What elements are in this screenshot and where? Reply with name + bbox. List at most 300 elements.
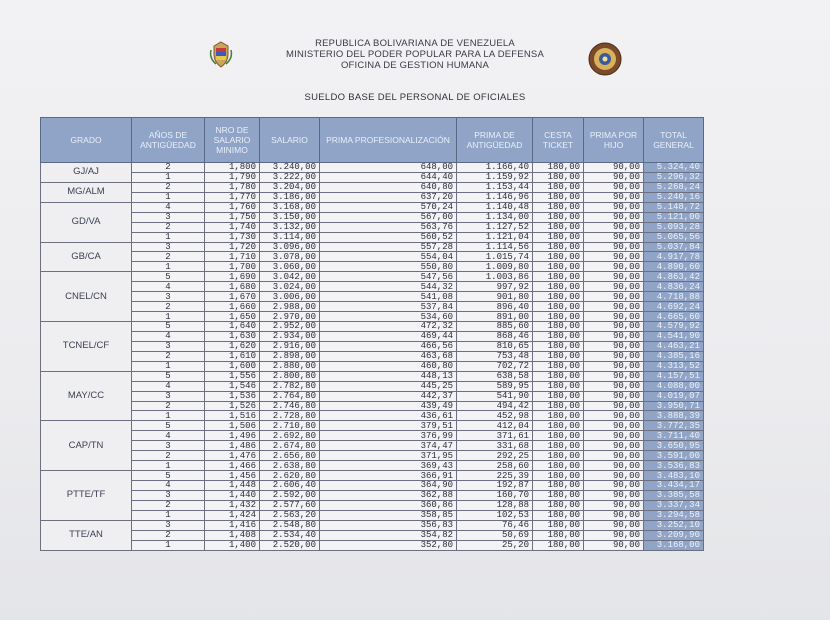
grado-cell: MAY/CC <box>41 371 132 421</box>
salario-cell: 2.782,80 <box>260 381 320 391</box>
table-row <box>41 461 704 471</box>
cesta-ticket-cell: 180,00 <box>533 381 584 391</box>
total-cell: 4.718,88 <box>644 292 704 302</box>
prima-prof-cell: 567,00 <box>320 212 457 222</box>
prima-prof-cell: 364,90 <box>320 481 457 491</box>
prima-antig-cell: 1.003,86 <box>457 272 533 282</box>
total-cell: 4.019,07 <box>644 391 704 401</box>
table-row <box>41 242 704 252</box>
cesta-ticket-cell: 180,00 <box>533 222 584 232</box>
total-cell: 5.065,56 <box>644 232 704 242</box>
prima-hijo-cell: 90,00 <box>584 361 644 371</box>
total-cell: 3.650,95 <box>644 441 704 451</box>
total-cell: 5.324,40 <box>644 163 704 173</box>
prima-antig-cell: 1.009,80 <box>457 262 533 272</box>
col-header-nro-salario: NRO DE SALARIO MINIMO <box>205 118 260 163</box>
total-cell: 3.483,10 <box>644 471 704 481</box>
col-header-prima-profesionalizacion: PRIMA PROFESIONALIZACIÓN <box>320 118 457 163</box>
nro-salario-cell: 1,600 <box>205 361 260 371</box>
col-header-cesta-ticket: CESTA TICKET <box>533 118 584 163</box>
table-row <box>41 490 704 500</box>
salario-cell: 2.710,80 <box>260 421 320 431</box>
grado-cell: PTTE/TF <box>41 471 132 521</box>
anos-cell: 5 <box>132 272 205 282</box>
anos-cell: 2 <box>132 401 205 411</box>
prima-prof-cell: 371,95 <box>320 451 457 461</box>
total-cell: 4.088,00 <box>644 381 704 391</box>
prima-prof-cell: 448,13 <box>320 371 457 381</box>
prima-prof-cell: 360,86 <box>320 500 457 510</box>
nro-salario-cell: 1,416 <box>205 520 260 530</box>
grado-cell: GB/CA <box>41 242 132 272</box>
prima-antig-cell: 452,98 <box>457 411 533 421</box>
cesta-ticket-cell: 180,00 <box>533 361 584 371</box>
prima-hijo-cell: 90,00 <box>584 163 644 173</box>
prima-antig-cell: 901,80 <box>457 292 533 302</box>
prima-prof-cell: 472,32 <box>320 322 457 332</box>
cesta-ticket-cell: 180,00 <box>533 252 584 262</box>
anos-cell: 4 <box>132 331 205 341</box>
total-cell: 4.917,78 <box>644 252 704 262</box>
prima-hijo-cell: 90,00 <box>584 391 644 401</box>
anos-cell: 3 <box>132 212 205 222</box>
prima-prof-cell: 436,61 <box>320 411 457 421</box>
prima-hijo-cell: 90,00 <box>584 232 644 242</box>
salario-cell: 3.060,00 <box>260 262 320 272</box>
grado-cell: TTE/AN <box>41 520 132 550</box>
prima-antig-cell: 1.114,56 <box>457 242 533 252</box>
anos-cell: 4 <box>132 481 205 491</box>
salario-cell: 2.692,80 <box>260 431 320 441</box>
nro-salario-cell: 1,610 <box>205 351 260 361</box>
cesta-ticket-cell: 180,00 <box>533 341 584 351</box>
cesta-ticket-cell: 180,00 <box>533 461 584 471</box>
prima-antig-cell: 192,87 <box>457 481 533 491</box>
cesta-ticket-cell: 180,00 <box>533 490 584 500</box>
cesta-ticket-cell: 180,00 <box>533 540 584 550</box>
table-row <box>41 252 704 262</box>
prima-hijo-cell: 90,00 <box>584 451 644 461</box>
total-cell: 4.665,60 <box>644 312 704 322</box>
nro-salario-cell: 1,750 <box>205 212 260 222</box>
table-row <box>41 212 704 222</box>
salario-cell: 3.114,00 <box>260 232 320 242</box>
nro-salario-cell: 1,710 <box>205 252 260 262</box>
anos-cell: 2 <box>132 182 205 192</box>
document-header <box>0 38 830 71</box>
prima-antig-cell: 1.015,74 <box>457 252 533 262</box>
cesta-ticket-cell: 180,00 <box>533 262 584 272</box>
table-row <box>41 500 704 510</box>
prima-hijo-cell: 90,00 <box>584 401 644 411</box>
total-cell: 5.148,72 <box>644 202 704 212</box>
prima-prof-cell: 544,32 <box>320 282 457 292</box>
prima-hijo-cell: 90,00 <box>584 431 644 441</box>
nro-salario-cell: 1,466 <box>205 461 260 471</box>
nro-salario-cell: 1,640 <box>205 322 260 332</box>
anos-cell: 2 <box>132 351 205 361</box>
cesta-ticket-cell: 180,00 <box>533 391 584 401</box>
total-cell: 3.337,34 <box>644 500 704 510</box>
table-row <box>41 401 704 411</box>
salario-cell: 3.222,00 <box>260 172 320 182</box>
table-row <box>41 441 704 451</box>
anos-cell: 5 <box>132 421 205 431</box>
table-row <box>41 202 704 212</box>
prima-hijo-cell: 90,00 <box>584 242 644 252</box>
table-row <box>41 282 704 292</box>
prima-hijo-cell: 90,00 <box>584 222 644 232</box>
prima-prof-cell: 356,83 <box>320 520 457 530</box>
header-line-republic: REPUBLICA BOLIVARIANA DE VENEZUELA <box>315 38 515 49</box>
prima-antig-cell: 1.153,44 <box>457 182 533 192</box>
prima-prof-cell: 554,04 <box>320 252 457 262</box>
anos-cell: 3 <box>132 391 205 401</box>
total-cell: 5.037,84 <box>644 242 704 252</box>
table-row <box>41 292 704 302</box>
cesta-ticket-cell: 180,00 <box>533 441 584 451</box>
salario-cell: 2.934,00 <box>260 331 320 341</box>
anos-cell: 2 <box>132 500 205 510</box>
salario-cell: 2.764,80 <box>260 391 320 401</box>
salario-cell: 2.952,00 <box>260 322 320 332</box>
anos-cell: 1 <box>132 172 205 182</box>
prima-hijo-cell: 90,00 <box>584 312 644 322</box>
nro-salario-cell: 1,546 <box>205 381 260 391</box>
prima-antig-cell: 1.146,96 <box>457 192 533 202</box>
prima-antig-cell: 885,60 <box>457 322 533 332</box>
table-row <box>41 262 704 272</box>
prima-prof-cell: 362,88 <box>320 490 457 500</box>
table-row <box>41 431 704 441</box>
prima-hijo-cell: 90,00 <box>584 441 644 451</box>
nro-salario-cell: 1,516 <box>205 411 260 421</box>
nro-salario-cell: 1,456 <box>205 471 260 481</box>
salario-cell: 2.520,00 <box>260 540 320 550</box>
anos-cell: 3 <box>132 292 205 302</box>
prima-antig-cell: 868,46 <box>457 331 533 341</box>
prima-prof-cell: 637,20 <box>320 192 457 202</box>
salario-cell: 3.096,00 <box>260 242 320 252</box>
cesta-ticket-cell: 180,00 <box>533 500 584 510</box>
nro-salario-cell: 1,476 <box>205 451 260 461</box>
prima-prof-cell: 374,47 <box>320 441 457 451</box>
prima-antig-cell: 331,68 <box>457 441 533 451</box>
anos-cell: 1 <box>132 411 205 421</box>
cesta-ticket-cell: 180,00 <box>533 202 584 212</box>
prima-hijo-cell: 90,00 <box>584 540 644 550</box>
anos-cell: 1 <box>132 262 205 272</box>
anos-cell: 3 <box>132 441 205 451</box>
prima-antig-cell: 997,92 <box>457 282 533 292</box>
cesta-ticket-cell: 180,00 <box>533 431 584 441</box>
salario-cell: 2.800,80 <box>260 371 320 381</box>
total-cell: 4.313,52 <box>644 361 704 371</box>
salario-cell: 2.970,00 <box>260 312 320 322</box>
total-cell: 3.434,17 <box>644 481 704 491</box>
prima-hijo-cell: 90,00 <box>584 411 644 421</box>
prima-hijo-cell: 90,00 <box>584 481 644 491</box>
anos-cell: 4 <box>132 431 205 441</box>
prima-antig-cell: 702,72 <box>457 361 533 371</box>
nro-salario-cell: 1,740 <box>205 222 260 232</box>
prima-hijo-cell: 90,00 <box>584 202 644 212</box>
grado-cell: GD/VA <box>41 202 132 242</box>
table-row <box>41 272 704 282</box>
total-cell: 4.579,92 <box>644 322 704 332</box>
prima-prof-cell: 537,84 <box>320 302 457 312</box>
anos-cell: 1 <box>132 312 205 322</box>
prima-antig-cell: 638,58 <box>457 371 533 381</box>
prima-prof-cell: 369,43 <box>320 461 457 471</box>
salario-cell: 3.042,00 <box>260 272 320 282</box>
salario-cell: 2.656,80 <box>260 451 320 461</box>
document-title: SUELDO BASE DEL PERSONAL DE OFICIALES <box>304 92 526 103</box>
prima-hijo-cell: 90,00 <box>584 421 644 431</box>
total-cell: 3.711,40 <box>644 431 704 441</box>
prima-antig-cell: 1.127,52 <box>457 222 533 232</box>
prima-prof-cell: 570,24 <box>320 202 457 212</box>
col-header-grado: GRADO <box>41 118 132 163</box>
grado-cell: GJ/AJ <box>41 163 132 183</box>
salario-cell: 2.577,60 <box>260 500 320 510</box>
nro-salario-cell: 1,790 <box>205 172 260 182</box>
nro-salario-cell: 1,424 <box>205 510 260 520</box>
cesta-ticket-cell: 180,00 <box>533 192 584 202</box>
prima-antig-cell: 102,53 <box>457 510 533 520</box>
nro-salario-cell: 1,690 <box>205 272 260 282</box>
prima-prof-cell: 354,82 <box>320 530 457 540</box>
prima-prof-cell: 366,91 <box>320 471 457 481</box>
table-row <box>41 192 704 202</box>
prima-hijo-cell: 90,00 <box>584 351 644 361</box>
prima-hijo-cell: 90,00 <box>584 520 644 530</box>
table-row <box>41 312 704 322</box>
cesta-ticket-cell: 180,00 <box>533 302 584 312</box>
table-row <box>41 510 704 520</box>
total-cell: 4.863,42 <box>644 272 704 282</box>
anos-cell: 2 <box>132 530 205 540</box>
prima-antig-cell: 810,65 <box>457 341 533 351</box>
table-row <box>41 182 704 192</box>
cesta-ticket-cell: 180,00 <box>533 530 584 540</box>
total-cell: 4.463,21 <box>644 341 704 351</box>
cesta-ticket-cell: 180,00 <box>533 212 584 222</box>
anos-cell: 3 <box>132 490 205 500</box>
table-body <box>41 163 704 551</box>
prima-antig-cell: 371,61 <box>457 431 533 441</box>
prima-prof-cell: 550,80 <box>320 262 457 272</box>
prima-prof-cell: 557,28 <box>320 242 457 252</box>
cesta-ticket-cell: 180,00 <box>533 331 584 341</box>
table-row <box>41 361 704 371</box>
nro-salario-cell: 1,448 <box>205 481 260 491</box>
table-row <box>41 421 704 431</box>
prima-hijo-cell: 90,00 <box>584 292 644 302</box>
nro-salario-cell: 1,496 <box>205 431 260 441</box>
table-row <box>41 351 704 361</box>
cesta-ticket-cell: 180,00 <box>533 172 584 182</box>
salary-table <box>40 117 704 551</box>
table-header-row <box>41 118 704 163</box>
prima-antig-cell: 412,04 <box>457 421 533 431</box>
col-header-anos-antiguedad: AÑOS DE ANTIGÜEDAD <box>132 118 205 163</box>
prima-prof-cell: 534,60 <box>320 312 457 322</box>
col-header-prima-antiguedad: PRIMA DE ANTIGÜEDAD <box>457 118 533 163</box>
table-row <box>41 172 704 182</box>
nro-salario-cell: 1,760 <box>205 202 260 212</box>
header-line-ministry: MINISTERIO DEL PODER POPULAR PARA LA DEFENSA <box>286 49 544 60</box>
nro-salario-cell: 1,680 <box>205 282 260 292</box>
prima-antig-cell: 50,69 <box>457 530 533 540</box>
total-cell: 4.541,90 <box>644 331 704 341</box>
prima-hijo-cell: 90,00 <box>584 322 644 332</box>
table-row <box>41 540 704 550</box>
table-row <box>41 520 704 530</box>
salario-cell: 2.563,20 <box>260 510 320 520</box>
table-row <box>41 411 704 421</box>
prima-prof-cell: 352,80 <box>320 540 457 550</box>
nro-salario-cell: 1,720 <box>205 242 260 252</box>
total-cell: 3.385,58 <box>644 490 704 500</box>
salario-cell: 2.606,40 <box>260 481 320 491</box>
anos-cell: 4 <box>132 282 205 292</box>
salario-cell: 2.534,40 <box>260 530 320 540</box>
table-row <box>41 391 704 401</box>
prima-antig-cell: 160,70 <box>457 490 533 500</box>
anos-cell: 2 <box>132 302 205 312</box>
salario-cell: 3.132,00 <box>260 222 320 232</box>
total-cell: 4.385,16 <box>644 351 704 361</box>
table-row <box>41 331 704 341</box>
total-cell: 5.240,16 <box>644 192 704 202</box>
cesta-ticket-cell: 180,00 <box>533 510 584 520</box>
cesta-ticket-cell: 180,00 <box>533 401 584 411</box>
anos-cell: 1 <box>132 540 205 550</box>
salario-cell: 2.746,80 <box>260 401 320 411</box>
anos-cell: 5 <box>132 471 205 481</box>
cesta-ticket-cell: 180,00 <box>533 312 584 322</box>
prima-hijo-cell: 90,00 <box>584 510 644 520</box>
prima-hijo-cell: 90,00 <box>584 461 644 471</box>
prima-hijo-cell: 90,00 <box>584 302 644 312</box>
cesta-ticket-cell: 180,00 <box>533 322 584 332</box>
cesta-ticket-cell: 180,00 <box>533 481 584 491</box>
prima-hijo-cell: 90,00 <box>584 212 644 222</box>
cesta-ticket-cell: 180,00 <box>533 272 584 282</box>
prima-antig-cell: 589,95 <box>457 381 533 391</box>
prima-hijo-cell: 90,00 <box>584 282 644 292</box>
col-header-prima-hijo: PRIMA POR HIJO <box>584 118 644 163</box>
anos-cell: 1 <box>132 232 205 242</box>
salario-cell: 2.620,80 <box>260 471 320 481</box>
total-cell: 3.252,10 <box>644 520 704 530</box>
salario-cell: 2.728,80 <box>260 411 320 421</box>
cesta-ticket-cell: 180,00 <box>533 242 584 252</box>
prima-antig-cell: 292,25 <box>457 451 533 461</box>
nro-salario-cell: 1,660 <box>205 302 260 312</box>
salario-cell: 2.548,80 <box>260 520 320 530</box>
salario-cell: 3.078,00 <box>260 252 320 262</box>
prima-antig-cell: 1.121,04 <box>457 232 533 242</box>
table-row <box>41 163 704 173</box>
nro-salario-cell: 1,650 <box>205 312 260 322</box>
table-row <box>41 232 704 242</box>
table-row <box>41 322 704 332</box>
salario-cell: 3.168,00 <box>260 202 320 212</box>
cesta-ticket-cell: 180,00 <box>533 451 584 461</box>
total-cell: 5.268,24 <box>644 182 704 192</box>
salario-cell: 2.674,80 <box>260 441 320 451</box>
total-cell: 5.296,32 <box>644 172 704 182</box>
salario-cell: 3.150,00 <box>260 212 320 222</box>
total-cell: 3.209,90 <box>644 530 704 540</box>
table-row <box>41 341 704 351</box>
ministry-seal-icon <box>588 42 622 76</box>
nro-salario-cell: 1,630 <box>205 331 260 341</box>
prima-hijo-cell: 90,00 <box>584 182 644 192</box>
prima-hijo-cell: 90,00 <box>584 252 644 262</box>
salario-cell: 3.006,00 <box>260 292 320 302</box>
grado-cell: TCNEL/CF <box>41 322 132 372</box>
nro-salario-cell: 1,408 <box>205 530 260 540</box>
cesta-ticket-cell: 180,00 <box>533 163 584 173</box>
cesta-ticket-cell: 180,00 <box>533 232 584 242</box>
total-cell: 4.692,24 <box>644 302 704 312</box>
nro-salario-cell: 1,700 <box>205 262 260 272</box>
prima-prof-cell: 442,37 <box>320 391 457 401</box>
anos-cell: 1 <box>132 192 205 202</box>
nro-salario-cell: 1,730 <box>205 232 260 242</box>
nro-salario-cell: 1,620 <box>205 341 260 351</box>
salario-cell: 3.186,00 <box>260 192 320 202</box>
prima-prof-cell: 563,76 <box>320 222 457 232</box>
prima-prof-cell: 640,80 <box>320 182 457 192</box>
anos-cell: 3 <box>132 242 205 252</box>
prima-hijo-cell: 90,00 <box>584 530 644 540</box>
prima-antig-cell: 1.140,48 <box>457 202 533 212</box>
nro-salario-cell: 1,440 <box>205 490 260 500</box>
nro-salario-cell: 1,506 <box>205 421 260 431</box>
salario-cell: 2.880,00 <box>260 361 320 371</box>
anos-cell: 2 <box>132 222 205 232</box>
nro-salario-cell: 1,670 <box>205 292 260 302</box>
prima-prof-cell: 466,56 <box>320 341 457 351</box>
nro-salario-cell: 1,800 <box>205 163 260 173</box>
salario-cell: 2.638,80 <box>260 461 320 471</box>
prima-prof-cell: 376,99 <box>320 431 457 441</box>
prima-hijo-cell: 90,00 <box>584 500 644 510</box>
col-header-total-general: TOTAL GENERAL <box>644 118 704 163</box>
anos-cell: 3 <box>132 341 205 351</box>
prima-hijo-cell: 90,00 <box>584 490 644 500</box>
table-row <box>41 530 704 540</box>
nro-salario-cell: 1,556 <box>205 371 260 381</box>
cesta-ticket-cell: 180,00 <box>533 351 584 361</box>
prima-prof-cell: 648,00 <box>320 163 457 173</box>
prima-prof-cell: 463,68 <box>320 351 457 361</box>
prima-hijo-cell: 90,00 <box>584 192 644 202</box>
prima-prof-cell: 460,80 <box>320 361 457 371</box>
cesta-ticket-cell: 180,00 <box>533 182 584 192</box>
total-cell: 5.121,00 <box>644 212 704 222</box>
prima-prof-cell: 358,85 <box>320 510 457 520</box>
total-cell: 3.888,39 <box>644 411 704 421</box>
table-row <box>41 222 704 232</box>
prima-prof-cell: 439,49 <box>320 401 457 411</box>
prima-hijo-cell: 90,00 <box>584 272 644 282</box>
prima-hijo-cell: 90,00 <box>584 471 644 481</box>
